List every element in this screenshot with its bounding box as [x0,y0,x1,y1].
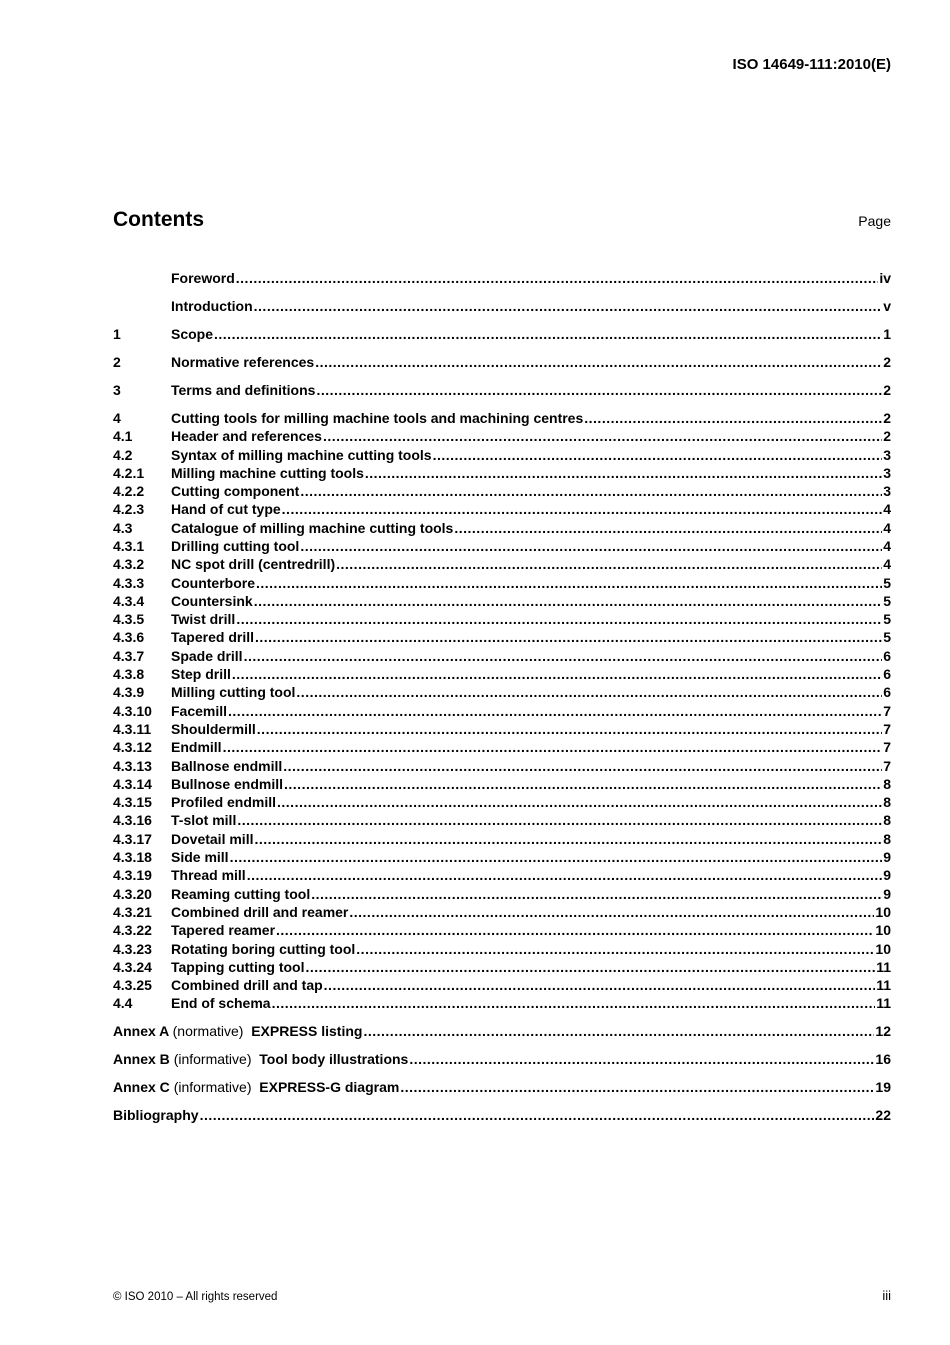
toc-entry[interactable] [113,994,891,1012]
toc-entry-title: Milling machine cutting tools [171,464,364,481]
toc-entry-page: 1 [883,325,891,342]
toc-entry[interactable] [113,555,891,573]
toc-entry-number: 4.4 [113,995,133,1012]
toc-entry-number: 4.3.12 [113,739,152,756]
toc-entry[interactable] [113,427,891,445]
toc-entry-title: Countersink [171,592,253,609]
annex-kind: (informative) [173,1051,252,1068]
toc-entry-title: Cutting component [171,483,300,500]
toc-entry[interactable] [113,592,891,610]
toc-entry-title: Scope [171,325,214,342]
toc-entry-page: 22 [875,1107,891,1124]
toc-entry-page: 6 [883,647,891,664]
dot-leader [283,757,882,775]
toc-entry[interactable] [113,793,891,811]
toc-entry[interactable] [113,811,891,829]
toc-entry-number: 4.3.19 [113,867,152,884]
toc-entry-number: 4.3.3 [113,574,145,591]
toc-entry-number: 4.3.7 [113,647,145,664]
toc-entry-title: Spade drill [171,647,243,664]
toc-entry-title: Hand of cut type [171,501,281,518]
toc-entry[interactable] [113,574,891,592]
toc-entry-title: End of schema [171,995,271,1012]
toc-entry-page: 2 [883,409,891,426]
toc-entry-number: 4.3.11 [113,720,152,737]
toc-entry-number: 4.3.17 [113,830,152,847]
dot-leader [276,921,874,939]
toc-entry-title: Combined drill and tap [171,977,323,994]
toc-entry-page: 11 [876,958,891,975]
toc-entry-title: Counterbore [171,574,255,591]
toc-entry-number: 4.3.14 [113,775,152,792]
toc-entry-number: 4.3.8 [113,666,145,683]
table-of-contents [113,269,891,1125]
toc-entry-title: Bullnose endmill [171,775,284,792]
toc-entry-number: 4.3.1 [113,538,145,554]
dot-leader [300,537,882,555]
dot-leader [300,482,882,500]
toc-entry[interactable] [113,409,891,427]
toc-entry-page: 19 [875,1079,891,1096]
dot-leader [296,683,882,701]
toc-entry[interactable] [113,976,891,994]
toc-entry[interactable] [113,903,891,921]
dot-leader [282,500,883,518]
toc-entry-title: Terms and definitions [171,381,316,398]
dot-leader [311,885,882,903]
toc-entry-title: Tapered drill [171,629,254,646]
dot-leader [349,903,874,921]
toc-entry[interactable] [113,848,891,866]
dot-leader [284,775,882,793]
dot-leader [306,958,876,976]
toc-entry-number: 4 [113,409,121,426]
toc-entry-page: 4 [883,501,891,518]
toc-entry[interactable] [113,683,891,701]
toc-entry[interactable] [113,297,891,315]
dot-leader [237,811,882,829]
toc-entry-page: 5 [883,574,891,591]
toc-entry[interactable] [113,958,891,976]
dot-leader [232,665,882,683]
dot-leader [315,353,882,371]
toc-entry-title: Side mill [171,849,229,866]
toc-entry[interactable] [113,381,891,399]
toc-entry-number: 4.3.4 [113,592,145,609]
toc-entry-page: 4 [883,519,891,536]
dot-leader [323,427,882,445]
dot-leader [223,738,883,756]
dot-leader [257,720,882,738]
toc-annex-entry[interactable] [113,1078,891,1096]
toc-entry-page: 6 [883,684,891,701]
dot-leader [356,940,874,958]
annex-heading [113,1078,399,1096]
toc-entry-page: 3 [883,446,891,463]
toc-entry-page: 10 [875,922,891,939]
toc-entry-number: 4.2 [113,446,133,463]
toc-entry-number: 4.3.16 [113,812,152,829]
toc-entry[interactable] [113,482,891,500]
toc-entry[interactable] [113,464,891,482]
toc-entry[interactable] [113,446,891,464]
toc-entry-page: 11 [876,995,891,1012]
toc-entry-number: 4.3.6 [113,629,145,646]
toc-entry-page: 10 [875,940,891,957]
toc-entry-page: 7 [883,739,891,756]
toc-entry-number: 4.3.9 [113,684,145,701]
toc-entry-title: Shouldermill [171,720,256,737]
toc-entry[interactable] [113,353,891,371]
dot-leader [254,592,883,610]
toc-entry-page: 6 [883,666,891,683]
toc-entry-title: Catalogue of milling machine cutting tools [171,519,454,536]
document-id: ISO 14649-111:2010(E) [732,56,891,73]
toc-entry-page: 5 [883,592,891,609]
annex-kind: (informative) [173,1079,252,1096]
toc-entry-page: 7 [883,720,891,737]
dot-leader [409,1050,874,1068]
toc-entry[interactable] [113,500,891,518]
toc-entry-number: 2 [113,353,121,370]
toc-entry-page: v [883,297,891,314]
toc-entry-page: 2 [883,428,891,445]
toc-entry[interactable] [113,885,891,903]
dot-leader [255,628,882,646]
toc-entry-number: 4.2.1 [113,464,145,481]
toc-entry-number: 4.3.21 [113,903,152,920]
annex-heading [113,1022,362,1040]
toc-entry-title: NC spot drill (centredrill) [171,556,336,573]
toc-entry-title: Twist drill [171,611,236,628]
toc-entry-number: 4.3.2 [113,556,145,573]
toc-entry[interactable] [113,665,891,683]
toc-entry-title: Tapping cutting tool [171,958,305,975]
toc-entry-title: Endmill [171,739,222,756]
toc-entry-page: 8 [883,830,891,847]
toc-entry-page: 16 [875,1051,891,1068]
toc-entry-title: Thread mill [171,867,246,884]
contents-header [113,208,891,232]
bibliography-title: Bibliography [113,1107,199,1124]
toc-entry-title: Facemill [171,702,228,719]
toc-entry[interactable] [113,921,891,939]
toc-entry-title: Profiled endmill [171,794,277,811]
dot-leader [272,994,876,1012]
toc-entry-number: 4.3.10 [113,702,152,719]
toc-entry-page: 8 [883,812,891,829]
toc-entry-number: 4.3.15 [113,794,152,811]
annex-title: EXPRESS listing [251,1023,363,1040]
dot-leader [363,1022,874,1040]
toc-entry-number: 4.3.25 [113,977,152,994]
toc-entry-title: Foreword [171,270,235,286]
copyright-notice: © ISO 2010 – All rights reserved [113,1291,278,1303]
toc-entry-title: Normative references [171,353,315,370]
toc-entry-title: Milling cutting tool [171,684,296,701]
toc-entry-number: 4.3.23 [113,940,152,957]
toc-entry-number: 4.3.13 [113,757,152,774]
dot-leader [236,269,879,287]
toc-entry[interactable] [113,738,891,756]
toc-entry-number: 4.3.22 [113,922,152,939]
toc-entry-title: Rotating boring cutting tool [171,940,356,957]
dot-leader [254,297,883,315]
toc-entry-number: 3 [113,381,121,398]
toc-entry[interactable] [113,647,891,665]
dot-leader [244,647,883,665]
dot-leader [365,464,882,482]
dot-leader [454,519,882,537]
toc-entry[interactable] [113,757,891,775]
toc-entry-page: 8 [883,794,891,811]
page-column-label: Page [858,213,891,229]
toc-entry-title: Drilling cutting tool [171,538,300,554]
toc-entry-page: 3 [883,483,891,500]
toc-entry-page: 5 [883,629,891,646]
dot-leader [400,1078,874,1096]
dot-leader [433,446,883,464]
dot-leader [247,866,883,884]
dot-leader [324,976,876,994]
annex-label: Annex C [113,1079,170,1096]
toc-entry-number: 4.3 [113,519,133,536]
toc-entry[interactable] [113,866,891,884]
dot-leader [254,830,882,848]
dot-leader [336,555,882,573]
annex-label: Annex A [113,1023,169,1040]
dot-leader [236,610,882,628]
toc-entry-page: 7 [883,757,891,774]
annex-kind: (normative) [172,1023,244,1040]
toc-entry[interactable] [113,775,891,793]
toc-entry-title: Header and references [171,428,322,445]
toc-entry-title: Dovetail mill [171,830,254,847]
toc-entry-page: 10 [875,903,891,920]
toc-entry-page: 9 [883,867,891,884]
toc-entry[interactable] [113,519,891,537]
toc-entry-title: Reaming cutting tool [171,885,311,902]
toc-entry-title: T-slot mill [171,812,237,829]
annex-heading [113,1050,408,1068]
dot-leader [228,702,882,720]
toc-entry-title: Tapered reamer [171,922,276,939]
toc-bibliography-entry[interactable] [113,1106,891,1124]
toc-entry-number: 4.3.20 [113,885,152,902]
toc-entry-page: 11 [876,977,891,994]
toc-entry[interactable] [113,830,891,848]
toc-entry[interactable] [113,628,891,646]
toc-entry-number: 4.2.2 [113,483,145,500]
toc-entry-page: 4 [883,538,891,554]
page-number: iii [882,1288,891,1303]
page-footer [113,1288,891,1303]
toc-entry[interactable] [113,720,891,738]
toc-entry-number: 4.2.3 [113,501,145,518]
annex-label: Annex B [113,1051,170,1068]
toc-entry[interactable] [113,610,891,628]
toc-entry-page: 7 [883,702,891,719]
toc-annex-entry[interactable] [113,1022,891,1040]
toc-entry[interactable] [113,940,891,958]
toc-entry-page: iv [879,270,891,286]
dot-leader [277,793,882,811]
toc-entry-page: 2 [883,381,891,398]
dot-leader [584,409,882,427]
toc-entry-title: Step drill [171,666,231,683]
toc-entry-number: 4.1 [113,428,133,445]
toc-entry-number: 1 [113,325,121,342]
dot-leader [316,381,882,399]
annex-title: Tool body illustrations [259,1051,409,1068]
toc-entry-page: 9 [883,885,891,902]
toc-entry-title: Introduction [171,297,253,314]
toc-entry[interactable] [113,702,891,720]
dot-leader [256,574,882,592]
dot-leader [200,1106,875,1124]
toc-entry-title: Syntax of milling machine cutting tools [171,446,432,463]
dot-leader [214,325,882,343]
toc-entry-page: 12 [875,1023,891,1040]
toc-entry-page: 9 [883,849,891,866]
toc-entry[interactable] [113,537,891,555]
contents-title: Contents [113,208,204,231]
toc-entry-number: 4.3.24 [113,958,152,975]
annex-title: EXPRESS-G diagram [259,1079,400,1096]
toc-entry-number: 4.3.5 [113,611,145,628]
toc-annex-entry[interactable] [113,1050,891,1068]
toc-entry-title: Cutting tools for milling machine tools and machining centres [171,409,584,426]
toc-entry-title: Ballnose endmill [171,757,283,774]
dot-leader [230,848,883,866]
toc-entry-page: 2 [883,353,891,370]
toc-entry-page: 4 [883,556,891,573]
toc-entry[interactable] [113,269,891,287]
toc-entry-title: Combined drill and reamer [171,903,349,920]
toc-entry-page: 5 [883,611,891,628]
toc-entry-page: 8 [883,775,891,792]
toc-entry[interactable] [113,325,891,343]
toc-entry-page: 3 [883,464,891,481]
toc-entry-number: 4.3.18 [113,849,152,866]
